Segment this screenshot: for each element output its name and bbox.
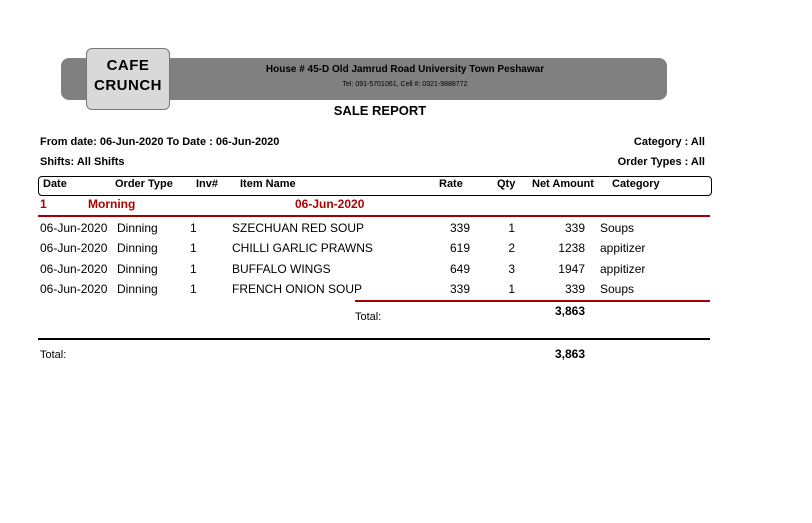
address-text: House # 45-D Old Jamrud Road University Town Peshawar [265, 64, 545, 75]
row-category: Soups [600, 282, 635, 296]
row-order-type: Dinning [117, 282, 158, 296]
row-order-type: Dinning [117, 262, 158, 276]
shift-date: 06-Jun-2020 [295, 197, 365, 211]
row-qty: 1 [508, 282, 515, 296]
row-date: 06-Jun-2020 [40, 241, 108, 255]
row-item: FRENCH ONION SOUP [232, 282, 363, 296]
row-category: Soups [600, 221, 635, 235]
row-category: appitizer [600, 241, 646, 255]
logo-line-2: CRUNCH [94, 77, 162, 94]
table-row [0, 282, 812, 302]
row-qty: 3 [508, 262, 515, 276]
row-order-type: Dinning [117, 241, 158, 255]
col-item-name: Item Name [240, 178, 296, 190]
row-qty: 1 [508, 221, 515, 235]
row-item: BUFFALO WINGS [232, 262, 331, 276]
row-amount: 1238 [558, 241, 585, 255]
row-rate: 339 [449, 282, 470, 296]
report-title: SALE REPORT [333, 103, 427, 118]
row-qty: 2 [508, 241, 515, 255]
row-item: SZECHUAN RED SOUP [232, 221, 365, 235]
table-row [0, 221, 812, 241]
row-date: 06-Jun-2020 [40, 221, 108, 235]
shifts-filter: Shifts: All Shifts [40, 156, 125, 168]
grand-total-label: Total: [40, 349, 67, 361]
row-amount: 339 [564, 282, 585, 296]
category-filter: Category : All [633, 136, 705, 148]
row-amount: 1947 [558, 262, 585, 276]
grand-total-value: 3,863 [554, 347, 585, 361]
col-inv: Inv# [196, 178, 219, 190]
logo-line-1: CAFE [106, 57, 150, 74]
row-item: CHILLI GARLIC PRAWNS [232, 241, 373, 255]
shift-number: 1 [40, 197, 47, 211]
order-types-filter: Order Types : All [617, 156, 705, 168]
row-rate: 619 [449, 241, 470, 255]
row-date: 06-Jun-2020 [40, 262, 108, 276]
col-net-amount: Net Amount [532, 178, 594, 190]
cafe-logo [86, 48, 170, 110]
col-qty: Qty [497, 178, 516, 190]
row-inv: 1 [190, 282, 197, 296]
date-range: From date: 06-Jun-2020 To Date : 06-Jun-2020 [40, 136, 280, 148]
row-amount: 339 [564, 221, 585, 235]
row-order-type: Dinning [117, 221, 158, 235]
row-inv: 1 [190, 262, 197, 276]
table-row [0, 241, 812, 261]
row-inv: 1 [190, 221, 197, 235]
phone-text: Tel: 091-5701061, Cell #: 0321-9888772 [342, 81, 468, 88]
subtotal-value: 3,863 [554, 304, 585, 318]
row-date: 06-Jun-2020 [40, 282, 108, 296]
col-category: Category [612, 178, 660, 190]
row-category: appitizer [600, 262, 646, 276]
col-rate: Rate [439, 178, 463, 190]
shift-name: Morning [88, 197, 136, 211]
subtotal-label: Total: [355, 311, 382, 323]
col-order-type: Order Type [115, 178, 173, 190]
subtotal-divider [355, 300, 710, 302]
shift-divider [38, 215, 710, 217]
row-inv: 1 [190, 241, 197, 255]
col-date: Date [43, 178, 67, 190]
table-row [0, 262, 812, 282]
grand-total-divider [38, 338, 710, 340]
row-rate: 649 [449, 262, 470, 276]
row-rate: 339 [449, 221, 470, 235]
